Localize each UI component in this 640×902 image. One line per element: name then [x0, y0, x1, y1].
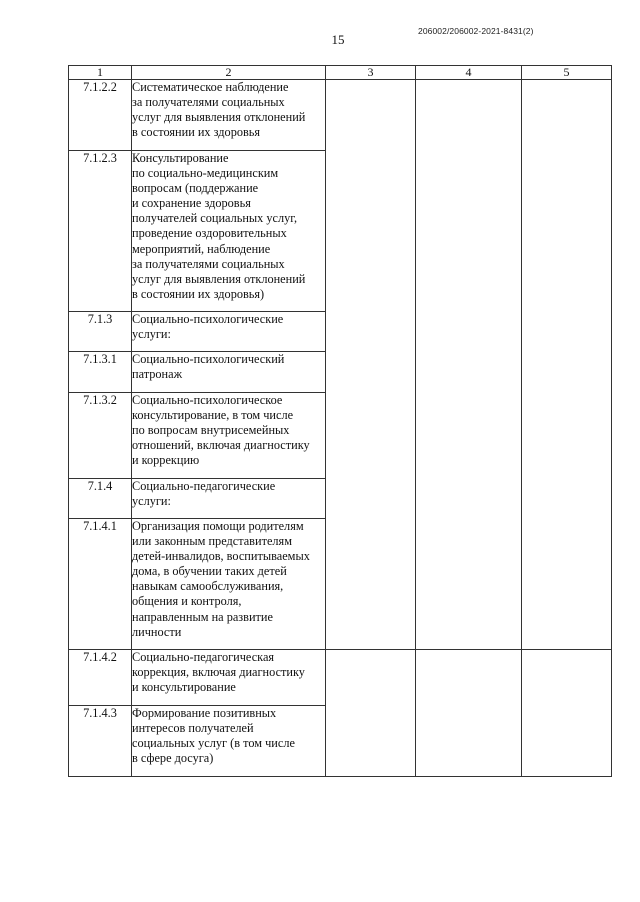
column-header-4: 4 [416, 66, 522, 80]
description-line: получателей социальных услуг, [132, 211, 298, 226]
description-line: Формирование позитивных [132, 706, 277, 720]
row-code: 7.1.4 [69, 479, 132, 519]
row-description [132, 706, 326, 777]
description-line: за получателями социальных [132, 95, 285, 110]
description-line: личности [132, 624, 182, 639]
column-4-cell [416, 650, 522, 777]
description-line: Социально-психологическое [132, 393, 283, 407]
description-line: Организация помощи родителям [132, 519, 304, 533]
description-line: по социально-медицинским [132, 166, 279, 181]
table-row [69, 80, 612, 151]
table-header-row [69, 66, 612, 80]
page-number: 15 [331, 32, 345, 47]
row-code: 7.1.3.2 [69, 393, 132, 479]
row-description [132, 479, 326, 519]
description-line: детей-инвалидов, воспитываемых [132, 549, 310, 564]
column-header-2: 2 [132, 66, 326, 80]
column-3-cell [326, 650, 416, 777]
description-line: услуг для выявления отклонений [132, 110, 306, 125]
row-description [132, 80, 326, 151]
description-line: услуги: [132, 327, 171, 342]
column-5-cell [522, 80, 612, 650]
row-code: 7.1.4.1 [69, 519, 132, 650]
column-4-cell [416, 80, 522, 650]
row-description [132, 151, 326, 312]
description-line: консультирование, в том числе [132, 408, 294, 423]
row-description [132, 352, 326, 393]
document-id: 206002/206002-2021-8431(2) [418, 26, 534, 36]
row-description [132, 393, 326, 479]
description-line: вопросам (поддержание [132, 181, 259, 196]
row-code: 7.1.4.3 [69, 706, 132, 777]
table-row [69, 650, 612, 706]
column-header-1: 1 [69, 66, 132, 80]
row-description [132, 312, 326, 352]
description-line: общения и контроля, [132, 594, 242, 609]
row-description [132, 519, 326, 650]
description-line: мероприятий, наблюдение [132, 241, 271, 256]
row-code: 7.1.3.1 [69, 352, 132, 393]
description-line: услуг для выявления отклонений [132, 271, 306, 286]
description-line: в состоянии их здоровья [132, 125, 261, 140]
services-table [68, 65, 612, 777]
description-line: или законным представителям [132, 534, 292, 549]
description-line: Систематическое наблюдение [132, 80, 289, 94]
description-line: за получателями социальных [132, 256, 285, 271]
description-line: в состоянии их здоровья) [132, 286, 265, 301]
description-line: Социально-педагогическая [132, 650, 275, 664]
description-line: услуги: [132, 494, 171, 509]
description-line: интересов получателей [132, 721, 254, 736]
description-line: и коррекцию [132, 453, 200, 468]
description-line: коррекция, включая диагностику [132, 665, 305, 680]
row-description [132, 650, 326, 706]
description-line: дома, в обучении таких детей [132, 564, 287, 579]
column-header-5: 5 [522, 66, 612, 80]
row-code: 7.1.2.3 [69, 151, 132, 312]
column-3-cell [326, 80, 416, 650]
description-line: в сфере досуга) [132, 751, 214, 766]
description-line: Социально-педагогические [132, 479, 276, 493]
column-header-3: 3 [326, 66, 416, 80]
description-line: социальных услуг (в том числе [132, 736, 295, 751]
description-line: патронаж [132, 367, 183, 382]
description-line: Консультирование [132, 151, 229, 165]
description-line: отношений, включая диагностику [132, 438, 310, 453]
description-line: проведение оздоровительных [132, 226, 287, 241]
row-code: 7.1.3 [69, 312, 132, 352]
row-code: 7.1.4.2 [69, 650, 132, 706]
description-line: и сохранение здоровья [132, 196, 251, 211]
column-5-cell [522, 650, 612, 777]
row-code: 7.1.2.2 [69, 80, 132, 151]
description-line: и консультирование [132, 680, 236, 695]
description-line: направленным на развитие [132, 609, 273, 624]
description-line: Социально-психологические [132, 312, 284, 326]
description-line: Социально-психологический [132, 352, 285, 366]
description-line: навыкам самообслуживания, [132, 579, 284, 594]
description-line: по вопросам внутрисемейных [132, 423, 290, 438]
